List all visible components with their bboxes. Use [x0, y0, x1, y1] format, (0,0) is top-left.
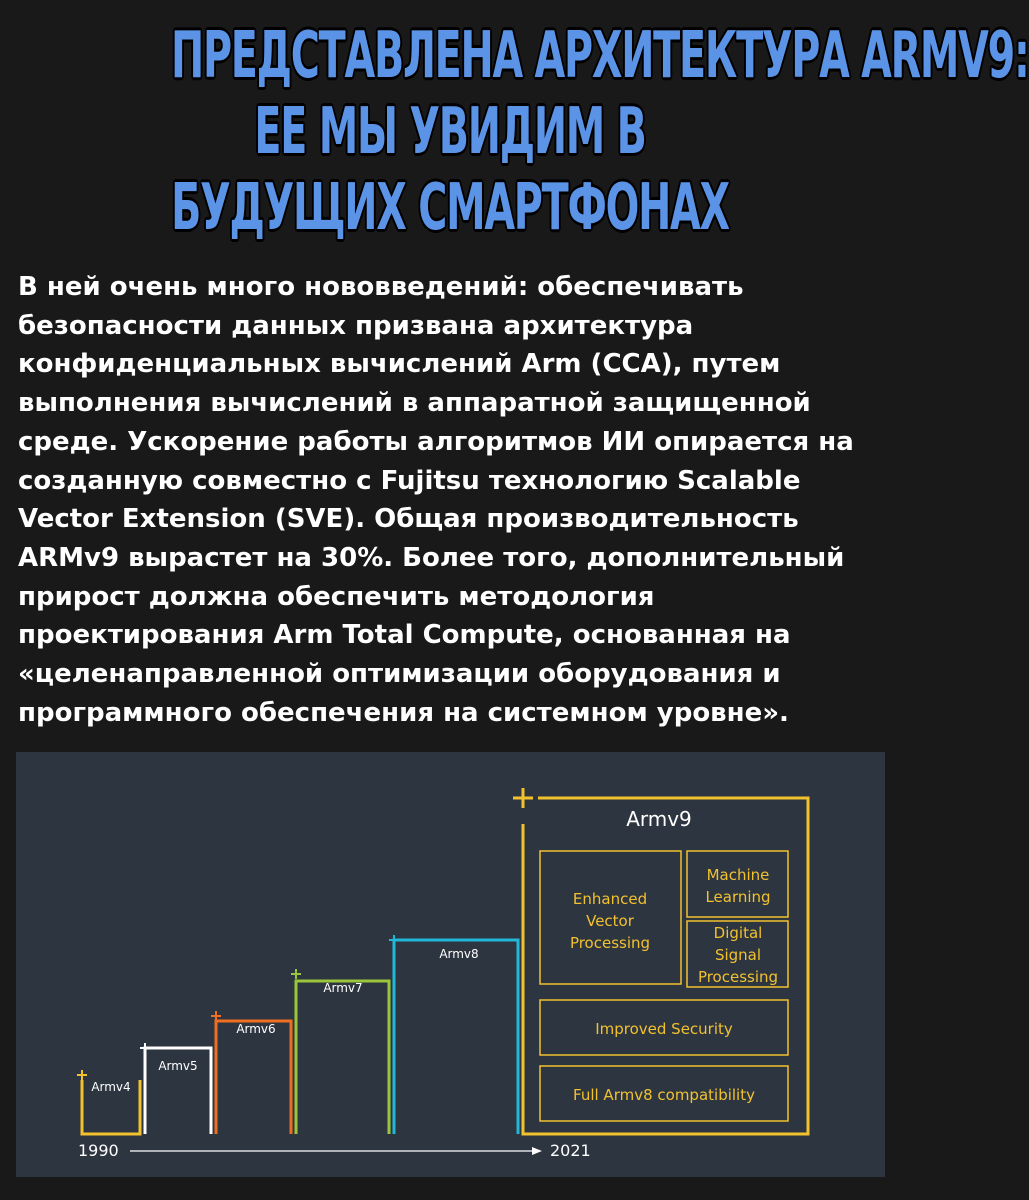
diagram-canvas [16, 752, 885, 1177]
article-line: В ней очень много нововведений: обеспечивать [18, 272, 744, 302]
armv9-title: Armv9 [626, 807, 692, 831]
armv5-sparkle-icon [140, 1043, 150, 1053]
armv9-frame [523, 798, 808, 1134]
evp-label-line-2: Vector [586, 912, 634, 930]
armv7-step [296, 981, 389, 1134]
armv8-sparkle-icon [389, 935, 399, 945]
armv5-label: Armv5 [158, 1059, 198, 1073]
article-line: созданную совместно с Fujitsu технологию Scalable [18, 465, 801, 496]
article-line: безопасности данных призвана архитектура [18, 310, 694, 341]
headline-line-3: БУДУЩИХ СМАРТФОНАХ [171, 171, 729, 245]
security-label: Improved Security [595, 1020, 733, 1038]
arm-architecture-diagram [16, 752, 885, 1177]
headline-line-2: ЕЕ МЫ УВИДИМ В [254, 95, 646, 169]
armv7-label: Armv7 [323, 981, 363, 995]
evp-label-line-3: Processing [569, 934, 651, 952]
armv8-step [394, 940, 518, 1134]
article-line: конфиденциальных вычислений Arm (CCA), путем [18, 349, 781, 380]
article-line: прирост должна обеспечить методология [18, 581, 655, 612]
ml-label-line-1: Machine [706, 866, 770, 884]
dsp-label-line-3: Processing [697, 968, 779, 986]
armv6-step [216, 1021, 291, 1134]
headline [0, 18, 1029, 246]
timeline-arrowhead-icon [532, 1147, 542, 1155]
compat-label: Full Armv8 compatibility [573, 1086, 755, 1104]
article-line: Vector Extension (SVE). Общая производительность [18, 504, 799, 535]
armv6-label: Armv6 [236, 1022, 276, 1036]
ml-box [687, 851, 788, 917]
armv8-label: Armv8 [439, 947, 479, 961]
timeline-end-label: 2021 [550, 1141, 591, 1160]
article-line: выполнения вычислений в аппаратной защищенной [18, 388, 811, 419]
timeline-start-label: 1990 [78, 1141, 119, 1160]
article-line: «целенаправленной оптимизации оборудования и [18, 659, 781, 690]
article-body [18, 268, 888, 732]
article-line: среде. Ускорение работы алгоритмов ИИ опирается на [18, 426, 854, 457]
article-line: проектирования Arm Total Compute, основанная на [18, 620, 791, 651]
armv4-label: Armv4 [91, 1080, 131, 1094]
article-line: ARMv9 вырастет на 30%. Более того, дополнительный [18, 542, 845, 573]
headline-line-1: ПРЕДСТАВЛЕНА АРХИТЕКТУРА ARMV9: [171, 19, 1029, 93]
armv9-sparkle-icon [513, 788, 533, 808]
armv7-sparkle-icon [291, 969, 301, 979]
ml-label-line-2: Learning [705, 888, 771, 906]
dsp-label-line-2: Signal [714, 946, 762, 964]
evp-label-line-1: Enhanced [572, 890, 648, 908]
dsp-label-line-1: Digital [713, 924, 763, 942]
armv4-sparkle-icon [77, 1070, 87, 1080]
article-line: программного обеспечения на системном уровне». [18, 697, 789, 728]
